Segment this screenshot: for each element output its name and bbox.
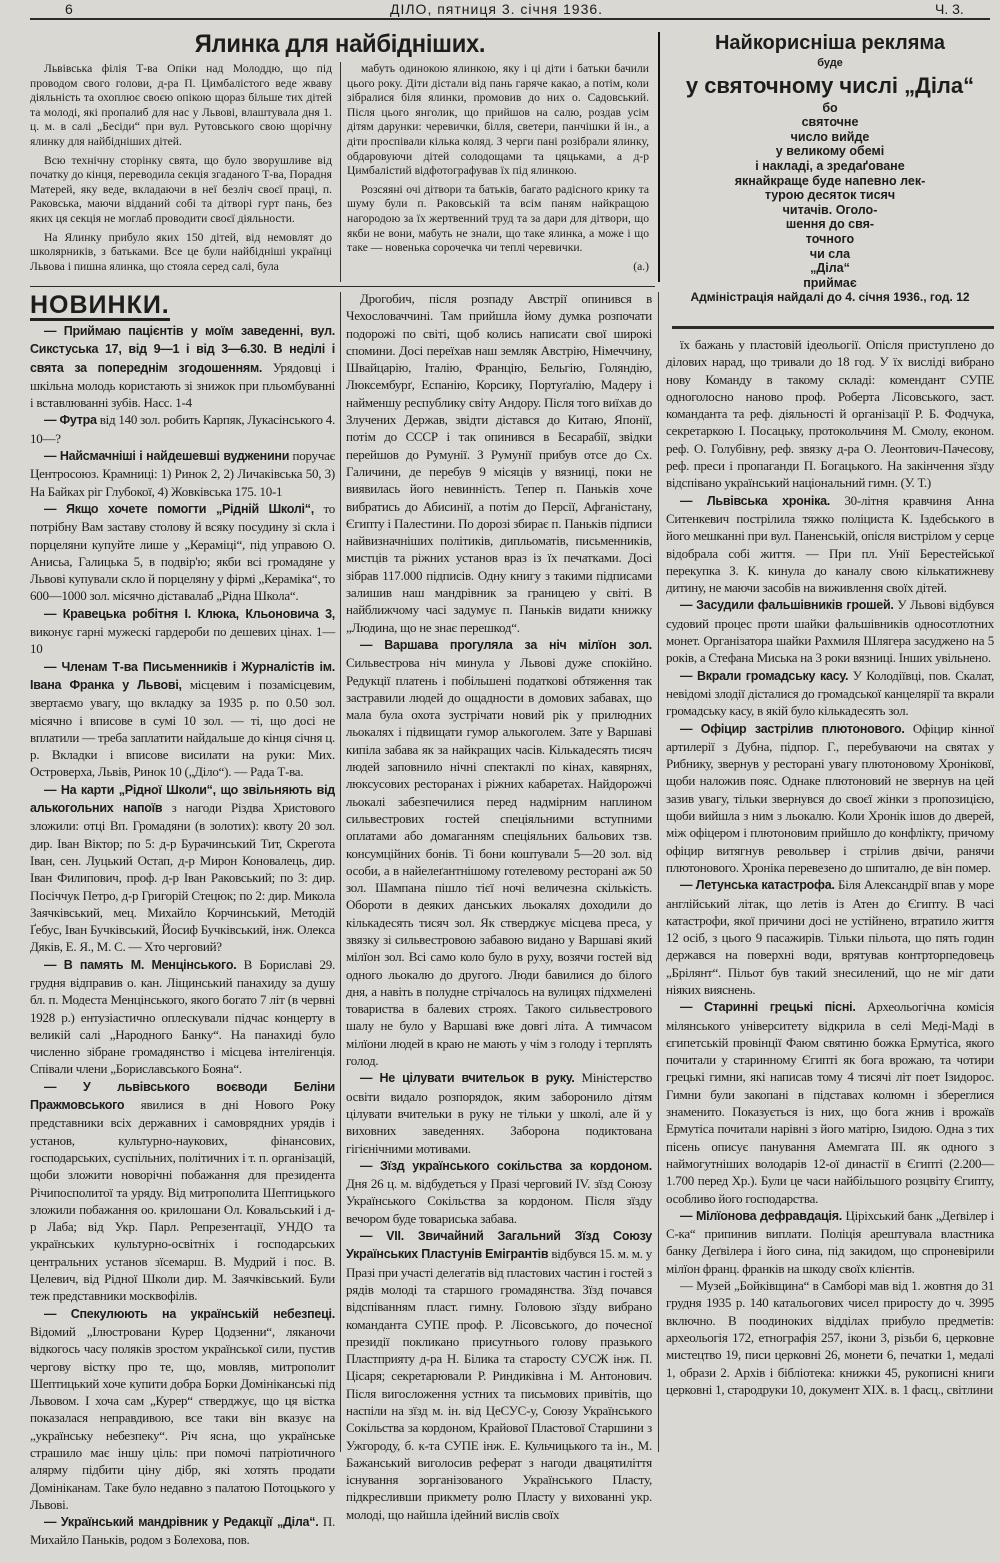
- news-item: [30, 1078, 335, 1305]
- news-text: Сильвестрова ніч минула у Львові дуже спокійно. Редукції платень і побільшені податкові обтяження так застравили людей до ощадности в домових забавах, що мала була охота зустрічати новий рік у прилюдних льокалях і підвищати гумор алькоголем. Зате у Варшаві кипіла забава як за найкращих часів. Кількадесять тисяч людей заповнило нічні спектаклі по кінах, кавярнях, люксусових ресторанах і ріжних кабаретах. Найдорожчі льокалі забезпечилися перед надмірним наплином сильвестрових гостей спеціяльними вступними оплатами або домаганням спеціяльних бальових тзв. консумційних бонів. Ті бони коштували 5—20 зол. від особи, а в найелеґантнішому готелевому ресторані аж 50 зол. Шампана пішло тієї ночі величезна скількість. Обороти в деяких данських льокалях доходили до кількадесять тисяч зол. Як стверджує місцева преса, у звязку зі сильвестровою забавою видано у Варшаві який мілїон зол. Всі само коло було в руху, возячи гостей від одного льокалю до другого. Люди бавилися до білого дня, а навіть в полудне стрічалось на вулицях підхмелені товариства в балевих строях. Такого сильвестрового шалу не було у Варшаві вже довгі літа. А тимчасом мілїони людей в краю не мають у чім з голоду і терплять голод.: [346, 655, 652, 1069]
- news-item: [30, 658, 335, 781]
- ad-line: турою десяток тисяч: [764, 188, 896, 203]
- news-headline: — Футра: [44, 413, 97, 428]
- paragraph: Всю технічну сторінку свята, що було зворушливе від початку до кінця, переводила секція згаданого Т-ва, Порадня Матерей, яку веде, вкладаючи в неї безліч своєї праці, п. Раковська, маючи відданий собі та дітворі гурт пань, без яких ця секція не моглаб проводити своєї діяльности.: [30, 153, 332, 225]
- news-item: [346, 290, 652, 636]
- news-text: їх бажань у пластовій ідеольогії. Опісля приступлено до ділових нарад, що тривали до 18 год. У їх висліді вибрано нову Команду в такому складі: комендант СУПЕ одноголосно наново проф. Роберта Лісовського, заст. команданта та реф. діяльності й організації Р. Б. Фодчука, секретаркою І. Посацьку, протокольчиня М. Смолу, економ. реф. О. Голубівну, реф. звязку д-ра О. Леонтович-Пачесову, реф. преси і пропаганди П. Богацького. На закінчення зїзду відспівано український національний гимн. (У. Т.): [666, 337, 994, 491]
- news-item: [30, 411, 335, 447]
- news-headline: — Старинні грецькі пісні.: [680, 1000, 856, 1015]
- news-column-3: [666, 336, 994, 1454]
- news-text: Ціріхський банк „Деґвілер і С-ка“ припинив виплати. Поліція арештувала властника банку Деґвілера і його сина, під закидом, що спроневірили мілїон франц. франків на шкоду своїх клієнтів.: [666, 1207, 994, 1276]
- news-section-header: [30, 292, 170, 321]
- news-headline: — Кравецька робітня І. Клюка, Кльоновича 3,: [44, 606, 335, 621]
- news-headline: — Не цілувати вчительок в руку.: [360, 1071, 575, 1086]
- news-text: Урядовці і шкільна молодь користають зі знижок при пльомбуванні і вставлюванні зубів. Насс. 1-4: [30, 359, 335, 411]
- section-rule: [30, 286, 655, 287]
- ad-line: шення до свя-: [785, 217, 875, 232]
- news-headline: — Приймаю пацієнтів у моїм заведенні, вул. Сикстуська 17, від 9—1 і від 3—6.30. В неділі і свята за попереднім згодошенням.: [30, 324, 335, 375]
- paragraph: Розсяяні очі дітвори та батьків, багато радісного крику та шуму були п. Раковській та всім паням найкращою нагородою за їх жертвенний труд та за дари для дітвори, що якби не вони, мабуть не знали, що таке ялинка, а може і що таке — новенька сорочечка чи теплі черевички.: [347, 182, 649, 255]
- article-title: Ялинка для найбідніших.: [194, 30, 486, 58]
- ad-title: Найкорисніша рекляма: [714, 32, 946, 54]
- news-headline: — Варшава прогуляла за ніч мілїон зол.: [360, 637, 652, 652]
- ad-line: число вийде: [790, 129, 870, 144]
- news-text: В Бориславі 29. грудня відправив о. кан. Ліщинський панахиду за душу бл. п. Модеста Менцінського, якого богато 7 літ (в червні 1928 р.) ентузіастично оплескували підчас концерту в великій салі „Народного Банку“. На панахиді було численно зібране громадянство і місцева інтелігенція. Співали члени „Бориславського Бояна“.: [30, 956, 335, 1077]
- ad-line: якнайкраще буде напевно лек-: [734, 173, 926, 188]
- ad-line: читачів. Оголо-: [782, 202, 878, 217]
- news-item: [346, 1157, 652, 1227]
- news-text: поручає Центросоюз. Крамниці: 1) Ринок 2, 2) Личаківська 50, 3) На Байках ріг Глубокої, 4) Жовківська 175. 10-1: [30, 448, 335, 499]
- ad-line: буде: [817, 57, 843, 69]
- page-header: [30, 0, 990, 20]
- news-headline: — Львівська хроніка.: [680, 493, 831, 508]
- ad-line: чи сла: [809, 246, 851, 261]
- signature: (а.): [633, 259, 649, 273]
- news-item: [666, 336, 994, 492]
- news-text: Відомий „Ілюстровани Курер Цодзенни“, ляканочи відкогось часу поляків зростом української сили, пустив чергову вістку про те, що, мовляв, митрополит Шептицький хоче купити добра Борки Домініканські під Львовом. І хоча сам „Курер“ стверджує, що ця вістка показалася неправдивою, все таки він вказує на „українську небезпеку“. Річ ясна, що українське страшило має іншу ціль: при помочі патріотичного алярму підбити ціну дібр, які хотять продати Домініканам. Таке було недавно з палатою Потоцького у Львові.: [30, 1323, 335, 1512]
- news-item: [346, 1227, 652, 1523]
- news-text: явилися в дні Нового Року представники всіх державних і самоврядних урядів і установ, культурно-наукових, фінансових, господарських, суспільних, політичних і т. п. організацій, щоби зложити новорічні побажання для президента Річипосполитої та уряду. Від митрополита Шептицького зложили побажання оо. крилошани Ол. Ковальський і д-р Лаба; від Укр. Парл. Репрезентації, УНДО та українських культурно-освітніх і господарських центральних установ зїсемарш. В. Мудрий і пос. В. Целевич, від Рідної Школи дир. М. Заячківський. Були теж представники москвофілів.: [30, 1097, 335, 1304]
- news-text: Біля Александрії впав у море англійський літак, що летів із Атен до Єгипту. В часі катастрофи, якої причини досі не устійнено, втратило життя 12 осіб, з цього 9 пасажирів. Тільки пільота, що пять годин держався на поверхні води, врятував контрторпедовець „Брілянт“. Пільот був такий знесилений, що не міг дати ніяких вияснень.: [666, 877, 994, 997]
- ad-line: і накладі, а зредаґоване: [755, 158, 905, 173]
- news-text: Міністерство освіти видало розпорядок, яким заборонило дітям цілувати вчительки в руку не тільки у школі, але й у виховних заведеннях. Заборона подиктована гігієнічними мотивами.: [346, 1070, 652, 1156]
- news-item: [30, 781, 335, 956]
- news-text: Археольогічна комісія мілянського університету відкрила в селі Меді-Маді в єгипетській провінції Фаюм святиню божка Ермутіса, якого почитали у старинному Єгипті як бога врожаю, та чотири грецькі гимни, які написав тому 4 тисячі літ поет Ізидорос. Гимни були закопані в підставах колюмн і збереглися знаменито. Показується із них, що бога жнив і врожаїв Ермутіса почитали нарівні з його матірю, Ізидою. Одна з тих пісень описує панування Амемгата ІІІ. як одного з наймогутніших володарів 12-ої династії в Єгипті (2.200—1.700 перед Хр.). Були це часи найбільшого розцвіту Єгипту, особливо його господарства.: [666, 999, 994, 1206]
- news-headline: — Спекулюють на українській небезпеці.: [44, 1306, 335, 1321]
- news-item: [30, 447, 335, 500]
- news-item: [666, 720, 994, 877]
- news-headline: — У львівського воєводи Беліни Пражмовського: [30, 1079, 335, 1113]
- paragraph: мабуть одинокою ялинкою, яку і ці діти і батьки бачили цього року. Діти дістали від пань гаряче какао, а потім, коли зібралися біля ялинки, промовив до них о. Садовський. Після цього янголик, що прийшов на салю, роздав усім дітям дарунки: черевички, білля, светери, панчішки й ін., а діти проспівали кілька коляд. З черги пані розібрали ялинку, обдаровуючи дітей солодощами та цяцьками, а д-р Цимбалістий відфотографував їх під ялинкою.: [347, 62, 649, 178]
- ad-subtitle: у святочному числі „Діла“: [685, 72, 975, 98]
- ad-line: приймає: [803, 275, 857, 290]
- news-item: [666, 876, 994, 998]
- news-item: [346, 1069, 652, 1156]
- news-text: виконує гарні мужескі гардероби по дешевих цінах. 1—10: [30, 624, 335, 657]
- news-headline: — Український мандрівник у Редакції „Діла“.: [44, 1515, 319, 1530]
- ad-footer: Адміністрація найдалі до 4. січня 1936., год. 12: [690, 290, 970, 305]
- paragraph: На Ялинку прибуло яких 150 дітей, від немовлят до школярників, з батьками. Все це були найбідніші українці Львова і пишна ялинка, що стояла серед салі, була: [30, 230, 332, 273]
- news-item: [346, 636, 652, 1069]
- news-headline: — Членам Т-ва Письменників і Журналістів ім. Івана Франка у Львові,: [30, 659, 335, 692]
- paragraph: Львівська філія Т-ва Опіки над Молоддю, що під проводом свого голови, д-ра П. Цимбалістого веде жваву діяльність та охоплює своєю опікою щораз більше тих дітей та молоді, які пропалиб для нас у Львові, влаштувала дня 1. ц. м. в салі „Бесіди“ при вул. Рутовського свою щорічну ялинку для найбідніших дітей.: [30, 62, 332, 148]
- news-item: [666, 596, 994, 666]
- column-rule: [658, 32, 660, 282]
- news-text: П. Михайло Паньків, родом з Болехова, пов.: [30, 1514, 336, 1548]
- article-column-2: [347, 62, 649, 284]
- header-rule: [30, 18, 990, 20]
- column-rule: [340, 292, 341, 1452]
- ad-line: „Діла“: [810, 261, 850, 276]
- column-rule: [340, 62, 341, 282]
- news-text: то потрібну Вам заставу столову й всяку посудину зі скла і порцеляни купуйте лише у „Кераміці“, під управою О. Анисьа, Галицька 5, в подвір'ю; якби всі громадяне у Львові купували скло й порцеляну у фірмі „Кераміка“, то 600—1000 зол. місячно діставалаб „Рідна Школа“.: [30, 500, 335, 604]
- column-rule: [658, 292, 659, 1452]
- news-item: [666, 667, 994, 720]
- news-column-1: [30, 322, 336, 1548]
- section-title: НОВИНКИ.: [30, 291, 170, 319]
- ad-line: бо: [822, 100, 838, 115]
- news-text: 30-літня кравчиня Анна Ситенкевич пострілила тяжко поліциста К. Іздебського в його мешканні при вул. Паненській, опісля вистрілом у серце відобрала собі життя. — При пл. Унії Берестейської перекупка З. К. кинула до каналу свою кількатижневу дитину, не маючи засобів на виживлення своїх дітей.: [666, 492, 995, 596]
- ad-line: у великому обемі: [775, 144, 885, 159]
- news-headline: — Засудили фальшівників грошей.: [680, 598, 894, 613]
- ad-body: [668, 101, 992, 291]
- news-item: [30, 500, 335, 605]
- ad-line: точного: [805, 231, 855, 246]
- news-item: [30, 322, 335, 411]
- news-column-2: [346, 290, 652, 1522]
- news-headline: — VII. Звичайний Загальний Зїзд Союзу Українських Пластунів Емігрантів: [346, 1229, 652, 1262]
- news-item: [30, 1305, 335, 1514]
- news-headline: — Летунська катастрофа.: [680, 878, 835, 893]
- news-item: [666, 1207, 994, 1277]
- article-christmas-tree: [30, 30, 650, 59]
- news-text: з нагоди Різдва Христового зложили: отці Вп. Громадяни (в золотих): квоту 20 зол. дир. Іван Віктор; по 5: д-р Бурачинський Тит, Скрегота Іван, сен. Луцький Остап, д-р Мирон Коновалець, дир. Іван Филипович, проф. д-р Іван Раковський; по 3: дир. Посіччук Петро, д-р Григорій Стецюк; по 2: дир. Микола Заячківський, мец. Михайло Корчинський, Методій Ґебус, Іван Бучківський, Йосиф Бучківський, інж. Олекса Дяків, Е. Я., М. С. — Хто черговий?: [30, 800, 336, 955]
- news-headline: — В память М. Менцінського.: [44, 957, 237, 972]
- news-text: У Львові відбувся судовий процес проти шайки фальшівників односотлотних монет. Організатора шайки Рахмиля Шлягера засуджено на 5 років, а Стефана Миська на 3 роки вязниці. Інших увільнено.: [666, 597, 995, 666]
- article-column-1: [30, 62, 332, 284]
- issue-number: Ч. 3.: [935, 1, 964, 17]
- news-headline: — Офіцир застрілив плютонового.: [680, 721, 905, 736]
- news-headline: — Найсмачніші і найдешевші вудженини: [44, 449, 290, 464]
- news-text: У Колодіївці, пов. Скалат, невідомі злодії дісталися до громадської канцелярії та вкрали громадську касу, в якій було кількадесять зол.: [666, 667, 994, 719]
- masthead: ДІЛО, пятниця 3. січня 1936.: [390, 1, 604, 17]
- news-headline: — Мілїонова дефравдація.: [680, 1208, 842, 1223]
- news-text: Дня 26 ц. м. відбудеться у Празі черговий IV. зїзд Союзу Українського Сокільства за кордоном. Після зїзду вечором буде товариська забава.: [346, 1176, 652, 1226]
- news-text: місцевим і позамісцевим, звертаємо увагу, що вкладку за 1935 р. по 0.50 зол. місячно і вписове в сумі 10 зол. — ті, що досі не вплатили — треба заплатити найдальше до кінця січня ц. р. Вкладки і вписове висилати на руки: Мих. Островерха, Львів, Ринок 10 („Діло“). — Рада Т-ва.: [30, 676, 335, 780]
- ad-rule: [672, 326, 994, 329]
- advertisement: [668, 30, 992, 305]
- news-text: Офіцир кінної артилерії з Дубна, підпор. Г., перебуваючи на святах у Рибнику, звернув у ресторані увагу плютоновому Хроніковї, щоби наложив пояс. Однаке плютоновий не звернув на цей зазив увагу, тільки звернувся до своєї жінки з пропозицією, щоби вийшла з ним з льокалю. Коли Хронік ішов до дверей, між офіцером і плютоновим прийшло до конфлікту, причому офіцир витягнув револьвер і стрілив двічи, ранячи плютонового. Хроніка перевезено до шпиталю, де він помер.: [666, 720, 994, 875]
- news-item: [30, 605, 335, 658]
- news-headline: — На карти „Рідної Школи“, що звільняють від алькогольних напоїв: [30, 782, 335, 816]
- news-text: від 140 зол. робить Карпяк, Лукасінського 4. 10—?: [30, 412, 335, 446]
- news-headline: — Вкрали громадську касу.: [680, 668, 849, 683]
- news-item: [30, 1513, 335, 1549]
- news-item: [666, 1277, 994, 1398]
- news-text: Дрогобич, після розпаду Австрії опинився в Чехословаччині. Там прийшла йому думка розпочати подорожі по світі, щоб колись написати свої широкі спомини. Досі переїхав наш земляк Австрію, Німеччину, Швайцарію, Італію, Францію, Бельгію, Голяндію, Люксембурґ, Еспанію, Корсику, Портуґалію, Мадеру і найменшу республику світу Андору. Після того виїхав до Злучених Держав, звідти дістався до Китаю, Японії, потім до СССР і так опинився в Бесарабії, звідки перейшов до Румунії. З Румунії прибув отсе до Сх. Галичини, де перебув 9 місяців у вязниці, поки не виявилась його невинність. Тепер п. Паньків хоче вибратись до Абисинії, а потім до Персії, Афганістану, Єгипту і Палестини. По дорозі збирає п. Паньків підписи найвизначніших політиків, дипльоматів, письменників, мистців та ріжних установ враз із їх печатками. Досі зібрав 117.000 підписів. Одну книгу з такими підписами залишив наш мандрівник за границею у світі. В найближчому часі задумує п. Паньків видати книжку „Людина, що не знає перешкод“.: [346, 291, 652, 635]
- page-number: 6: [65, 1, 73, 17]
- news-item: [30, 956, 335, 1078]
- news-item: [666, 492, 994, 597]
- news-text: відбувся 15. м. м. у Празі при участі делегатів від пластових частин і гостей з рядів молоді та старшого громадянства. Зїзд почався відспіванням пласт. гимну. Головою зїзду вибрано команданта СУПЕ проф. Р. Лісовського, до почесної президії покликано присутнього голову празького Пластприяту д-ра Н. Білика та старосту СУСЖ інж. П. Цісаря; секретарювали Р. Риндиківна і М. Антонович. Після вигосложення устних та письмових привітів, що наспіли на зїзд м. ін. від ЦеСУС-у, Союзу Українського Сокільства за кордоном, Крайової Пластової Старшини з Ужгороду, б. к-та СУПЕ інж. Е. Кульчицького та ін., М. Бажанський виголосив реферат з нагоди двацятиліття існування зорганізованого Українського Пласту, підкресливши прикмету ролю Пласту у вихованні укр. молоді, що найшла ідейний вислів своїх: [346, 1246, 652, 1522]
- news-item: [666, 998, 994, 1207]
- news-headline: — Якщо хочете помогти „Рідній Школі“,: [44, 501, 314, 516]
- ad-line: святочне: [801, 115, 859, 130]
- news-text: — Музей „Бойківщина“ в Самборі мав від 1. жовтня до 31 грудня 1935 р. 140 катальогових чисел приросту до ч. 3995 включно. В поодиноких відділах прибуло предметів: археольогія 172, етнографія 257, ікони 3, різьби 6, церковне мистецтво 19, писи церковні 26, монети 6, печатки 1, медалі 1, образи 2. Архів і бібліотека: книжки 45, рукописні книги церковні 1, стародруки 10, документ XIX. в. 1 фасц., світлини: [666, 1278, 994, 1397]
- news-headline: — Зїзд українського сокільства за кордоном.: [360, 1158, 652, 1173]
